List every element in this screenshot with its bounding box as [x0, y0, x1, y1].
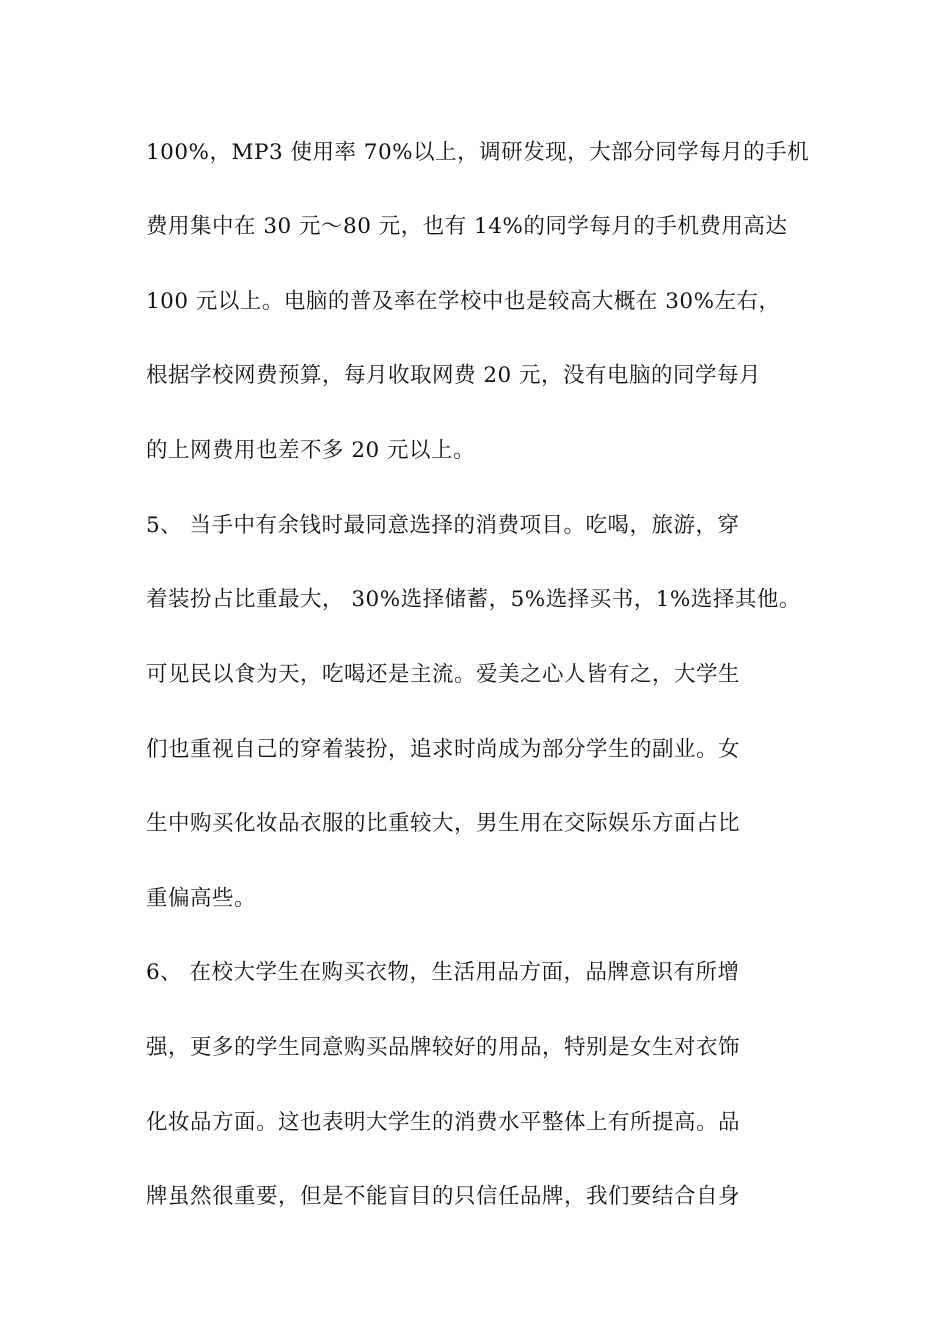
paragraph-line: 们也重视自己的穿着装扮，追求时尚成为部分学生的副业。女	[146, 737, 741, 762]
paragraph-line: 着装扮占比重最大， 30%选择储蓄，5%选择买书，1%选择其他。	[146, 587, 801, 612]
paragraph-line: 的上网费用也差不多 20 元以上。	[146, 438, 476, 463]
paragraph-line: 重偏高些。	[146, 886, 257, 911]
paragraph-line: 牌虽然很重要，但是不能盲目的只信任品牌，我们要结合自身	[146, 1184, 741, 1209]
paragraph-line: 可见民以食为天，吃喝还是主流。爱美之心人皆有之，大学生	[146, 662, 741, 687]
paragraph-line: 根据学校网费预算，每月收取网费 20 元，没有电脑的同学每月	[146, 363, 762, 388]
paragraph-line: 100 元以上。电脑的普及率在学校中也是较高大概在 30%左右，	[146, 289, 781, 314]
paragraph-line: 化妆品方面。这也表明大学生的消费水平整体上有所提高。品	[146, 1110, 741, 1135]
list-item-5-line: 5、 当手中有余钱时最同意选择的消费项目。吃喝，旅游，穿	[146, 513, 740, 538]
list-item-6-line: 6、 在校大学生在购买衣物，生活用品方面，品牌意识有所增	[146, 960, 740, 985]
paragraph-line: 费用集中在 30 元～80 元，也有 14%的同学每月的手机费用高达	[146, 214, 788, 239]
paragraph-line: 生中购买化妆品衣服的比重较大，男生用在交际娱乐方面占比	[146, 811, 741, 836]
paragraph-line: 强，更多的学生同意购买品牌较好的用品，特别是女生对衣饰	[146, 1035, 741, 1060]
paragraph-line: 100%，MP3 使用率 70%以上，调研发现，大部分同学每月的手机	[146, 140, 810, 165]
